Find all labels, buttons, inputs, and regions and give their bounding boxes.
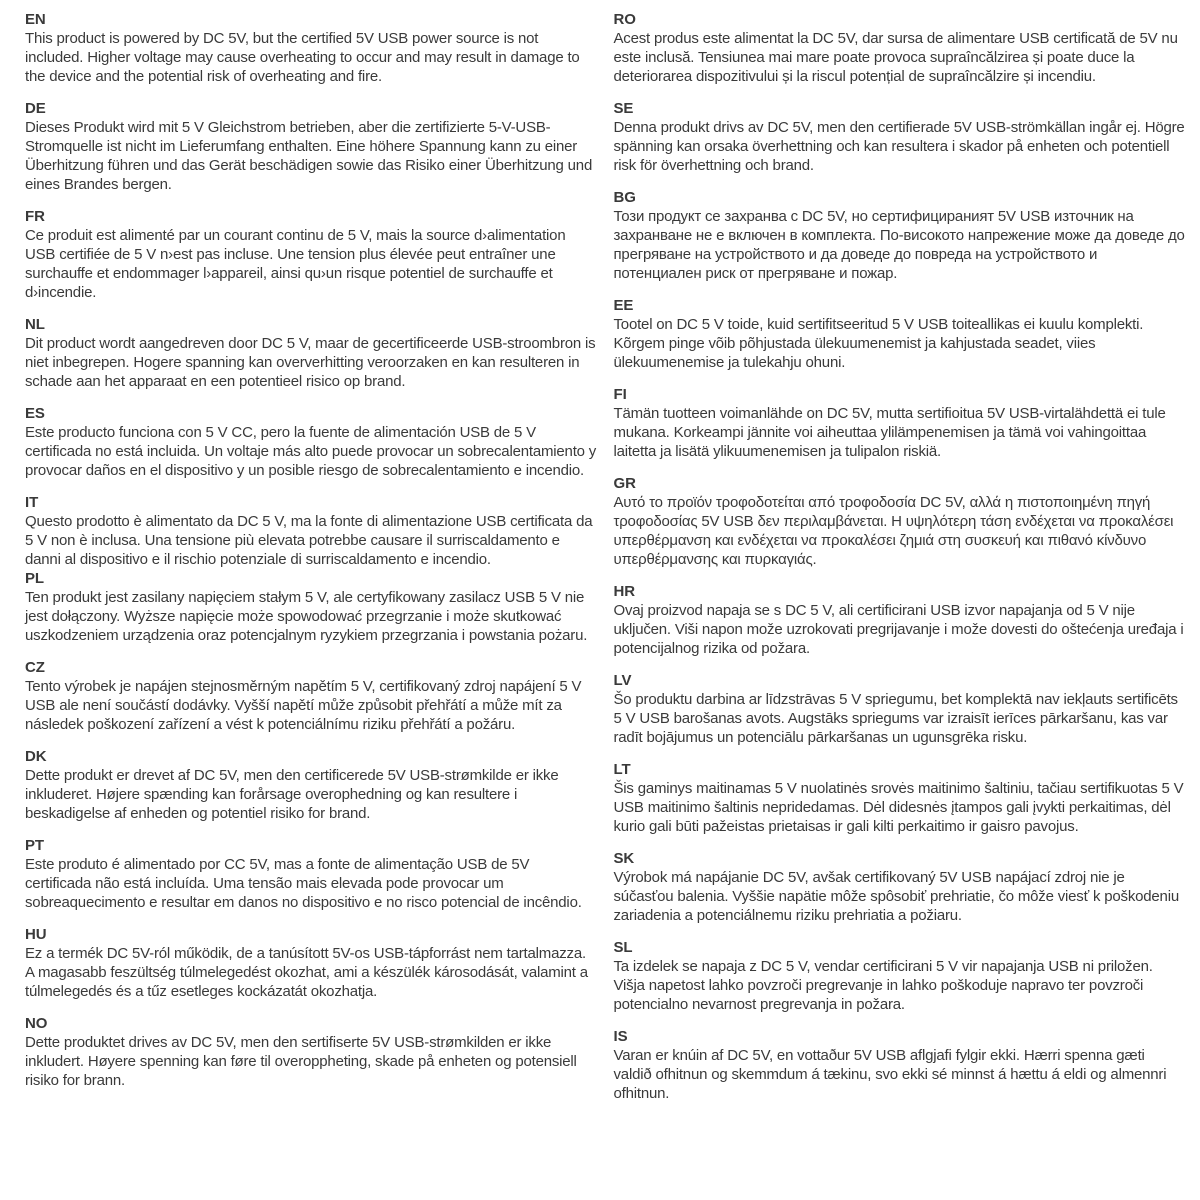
section-text: Αυτό το προϊόν τροφοδοτείται από τροφοδοσία DC 5V, αλλά η πιστοποιημένη πηγή τροφοδοσίας 5V USB δεν περιλαμβάνεται. Η υψηλότερη τάση ενδέχεται να προκαλέσει υπερθέρμανση και ενδέχεται να προκαλέσει ζημιά στη συσκευή και πιθανό κίνδυνο υπερθέρμανσης και πυρκαγιάς. bbox=[613, 494, 1174, 568]
language-section-fr bbox=[25, 207, 598, 302]
section-text: Dieses Produkt wird mit 5 V Gleichstrom betrieben, aber die zertifizierte 5-V-USB-Stromquelle ist nicht im Lieferumfang enthalten. Eine höhere Spannung kann zu einer Überhitzung führen und das Gerät beschädigen sowie das Risiko einer Überhitzung und eines Brandes bergen. bbox=[25, 119, 593, 193]
language-section-no bbox=[25, 1014, 598, 1090]
language-section-es bbox=[25, 404, 598, 480]
language-section-pt bbox=[25, 836, 598, 912]
language-code: EE bbox=[613, 297, 634, 314]
section-text: Ez a termék DC 5V-ról működik, de a tanúsított 5V-os USB-tápforrást nem tartalmazza. A magasabb feszültség túlmelegedést okozhat, ami a készülék károsodását, valamint a túlmelegedés és a tűz esetleges kockázatát okozhatja. bbox=[25, 945, 588, 1000]
right-column bbox=[614, 10, 1187, 1116]
section-text: Varan er knúin af DC 5V, en vottaður 5V USB aflgjafi fylgir ekki. Hærri spenna gæti valdið ofhitnun og skemmdum á tækinu, svo ekki sé minnst á hættu á eldi og almennri ofhitnun. bbox=[613, 1047, 1167, 1102]
language-code: DK bbox=[25, 748, 47, 765]
language-section-lt bbox=[614, 760, 1187, 836]
language-section-ee bbox=[614, 296, 1187, 372]
language-code: SK bbox=[613, 850, 635, 867]
language-code: EN bbox=[25, 11, 46, 28]
language-section-de bbox=[25, 99, 598, 194]
language-code: SL bbox=[613, 939, 633, 956]
section-text: Tootel on DC 5 V toide, kuid sertifitseeritud 5 V USB toiteallikas ei kuulu komplekti. Kõrgem pinge võib põhjustada ülekuumenemist ja kahjustada seadet, viies ülekuumenemise ja tulekahju ohuni. bbox=[613, 316, 1144, 371]
language-section-fi bbox=[614, 385, 1187, 461]
section-text: Denna produkt drivs av DC 5V, men den certifierade 5V USB-strömkällan ingår ej. Högre spänning kan orsaka överhettning och kan resultera i skador på enheten och potentiell risk för överhettning och brand. bbox=[613, 119, 1185, 174]
section-text: Dette produktet drives av DC 5V, men den sertifiserte 5V USB-strømkilden er ikke inkludert. Høyere spenning kan føre til overoppheting, skade på enheten og potensiell risiko for brann. bbox=[25, 1034, 577, 1089]
language-code: PL bbox=[25, 570, 44, 587]
section-text: Šo produktu darbina ar līdzstrāvas 5 V spriegumu, bet komplektā nav iekļauts sertificēts 5 V USB barošanas avots. Augstāks spriegums var izraisīt ierīces pārkaršanu, kas var radīt bojājumus un potenciālu pārkaršanas un ugunsgrēka risku. bbox=[613, 691, 1178, 746]
section-text: Ovaj proizvod napaja se s DC 5 V, ali certificirani USB izvor napajanja od 5 V nije uključen. Viši napon može uzrokovati pregrijavanje i može dovesti do oštećenja uređaja i potencijalnog rizika od požara. bbox=[613, 602, 1184, 657]
language-section-gr bbox=[614, 474, 1187, 569]
section-text: Acest produs este alimentat la DC 5V, dar sursa de alimentare USB certificată de 5V nu este inclusă. Tensiunea mai mare poate provoca supraîncălzirea și poate duce la deteriorarea dispozitivului și la riscul potențial de supraîncălzire și incendiu. bbox=[613, 30, 1178, 85]
language-code: ES bbox=[25, 405, 45, 422]
language-section-pl bbox=[25, 569, 598, 645]
language-code: GR bbox=[613, 475, 636, 492]
section-text: Този продукт се захранва с DC 5V, но сертифицираният 5V USB източник на захранване не е включен в комплекта. По-високото напрежение може да доведе до прегряване на устройството и да доведе до повреда на устройството и потенциален риск от прегряване и пожар. bbox=[613, 208, 1185, 282]
language-section-cz bbox=[25, 658, 598, 734]
section-text: Ten produkt jest zasilany napięciem stałym 5 V, ale certyfikowany zasilacz USB 5 V nie jest dołączony. Wyższe napięcie może spowodować przegrzanie i może skutkować uszkodzeniem urządzenia oraz potencjalnym ryzykiem przegrzania i powstania pożaru. bbox=[25, 589, 588, 644]
language-section-se bbox=[614, 99, 1187, 175]
language-section-it bbox=[25, 493, 598, 569]
language-section-dk bbox=[25, 747, 598, 823]
language-code: LT bbox=[613, 761, 631, 778]
language-code: SE bbox=[613, 100, 634, 117]
language-code: IT bbox=[25, 494, 39, 511]
section-text: This product is powered by DC 5V, but the certified 5V USB power source is not included. Higher voltage may cause overheating to occur and may result in damage to the device and the potential risk of overheating and fire. bbox=[25, 30, 580, 85]
language-code: BG bbox=[613, 189, 636, 206]
language-section-is bbox=[614, 1027, 1187, 1103]
language-section-ro bbox=[614, 10, 1187, 86]
language-code: HR bbox=[613, 583, 635, 600]
section-text: Výrobok má napájanie DC 5V, avšak certifikovaný 5V USB napájací zdroj nie je súčasťou balenia. Vyššie napätie môže spôsobiť prehriatie, čo môže viesť k poškodeniu zariadenia a potenciálnemu riziku prehriatia a požiaru. bbox=[613, 869, 1179, 924]
language-section-lv bbox=[614, 671, 1187, 747]
section-text: Ce produit est alimenté par un courant continu de 5 V, mais la source d›alimentation USB certifiée de 5 V n›est pas incluse. Une tension plus élevée peut entraîner une surchauffe et endommager l›appareil, ainsi qu›un risque potentiel de surchauffe et d›incendie. bbox=[25, 227, 566, 301]
section-text: Este produto é alimentado por CC 5V, mas a fonte de alimentação USB de 5V certificada não está incluída. Uma tensão mais elevada pode provocar um sobreaquecimento e resultar em danos no dispositivo e no risco potencial de incêndio. bbox=[25, 856, 582, 911]
language-code: NO bbox=[25, 1015, 48, 1032]
left-column bbox=[25, 10, 598, 1116]
section-text: Tämän tuotteen voimanlähde on DC 5V, mutta sertifioitua 5V USB-virtalähdettä ei tule mukana. Korkeampi jännite voi aiheuttaa ylilämpenemisen ja tämä voi vahingoittaa laitetta ja lisätä ylikuumenemisen ja tulipalon riskiä. bbox=[613, 405, 1166, 460]
language-code: FR bbox=[25, 208, 45, 225]
language-section-hr bbox=[614, 582, 1187, 658]
language-section-sl bbox=[614, 938, 1187, 1014]
section-text: Dit product wordt aangedreven door DC 5 V, maar de gecertificeerde USB-stroombron is niet inbegrepen. Hogere spanning kan oververhitting veroorzaken en kan resulteren in schade aan het apparaat en een potentieel risico op brand. bbox=[25, 335, 596, 390]
language-code: DE bbox=[25, 100, 46, 117]
section-text: Tento výrobek je napájen stejnosměrným napětím 5 V, certifikovaný zdroj napájení 5 V USB ale není součástí dodávky. Vyšší napětí může způsobit přehřátí a může mít za následek poškození zařízení a vést k potenciálnímu riziku přehřátí a požáru. bbox=[25, 678, 582, 733]
language-code: CZ bbox=[25, 659, 45, 676]
language-section-bg bbox=[614, 188, 1187, 283]
language-code: PT bbox=[25, 837, 44, 854]
section-text: Šis gaminys maitinamas 5 V nuolatinės srovės maitinimo šaltiniu, tačiau sertifikuotas 5 V USB maitinimo šaltinis nepridedamas. Dėl didesnės įtampos gali įvykti perkaitimas, dėl kurio gali būti pažeistas prietaisas ir gali kilti perkaitimo ir gaisro pavojus. bbox=[613, 780, 1184, 835]
language-section-hu bbox=[25, 925, 598, 1001]
section-text: Ta izdelek se napaja z DC 5 V, vendar certificirani 5 V vir napajanja USB ni priložen. Višja napetost lahko povzroči pregrevanje in lahko poškoduje napravo ter povzroči potencialno nevarnost pregrevanja in požara. bbox=[613, 958, 1153, 1013]
section-text: Este producto funciona con 5 V CC, pero la fuente de alimentación USB de 5 V certificada no está incluida. Un voltaje más alto puede provocar un sobrecalentamiento y provocar daños en el dispositivo y un posible riesgo de sobrecalentamiento e incendio. bbox=[25, 424, 597, 479]
language-code: HU bbox=[25, 926, 47, 943]
language-code: IS bbox=[613, 1028, 628, 1045]
language-code: NL bbox=[25, 316, 45, 333]
section-text: Questo prodotto è alimentato da DC 5 V, ma la fonte di alimentazione USB certificata da 5 V non è inclusa. Una tensione più elevata potrebbe causare il surriscaldamento e danni al dispositivo e il rischio potenziale di surriscaldamento e incendio. bbox=[25, 513, 593, 568]
language-section-en bbox=[25, 10, 598, 86]
language-code: LV bbox=[613, 672, 632, 689]
language-section-nl bbox=[25, 315, 598, 391]
section-text: Dette produkt er drevet af DC 5V, men den certificerede 5V USB-strømkilde er ikke inkluderet. Højere spænding kan forårsage overophedning og kan resultere i beskadigelse af enheden og potentiel risiko for brand. bbox=[25, 767, 559, 822]
language-code: FI bbox=[613, 386, 627, 403]
language-section-sk bbox=[614, 849, 1187, 925]
language-code: RO bbox=[613, 11, 636, 28]
